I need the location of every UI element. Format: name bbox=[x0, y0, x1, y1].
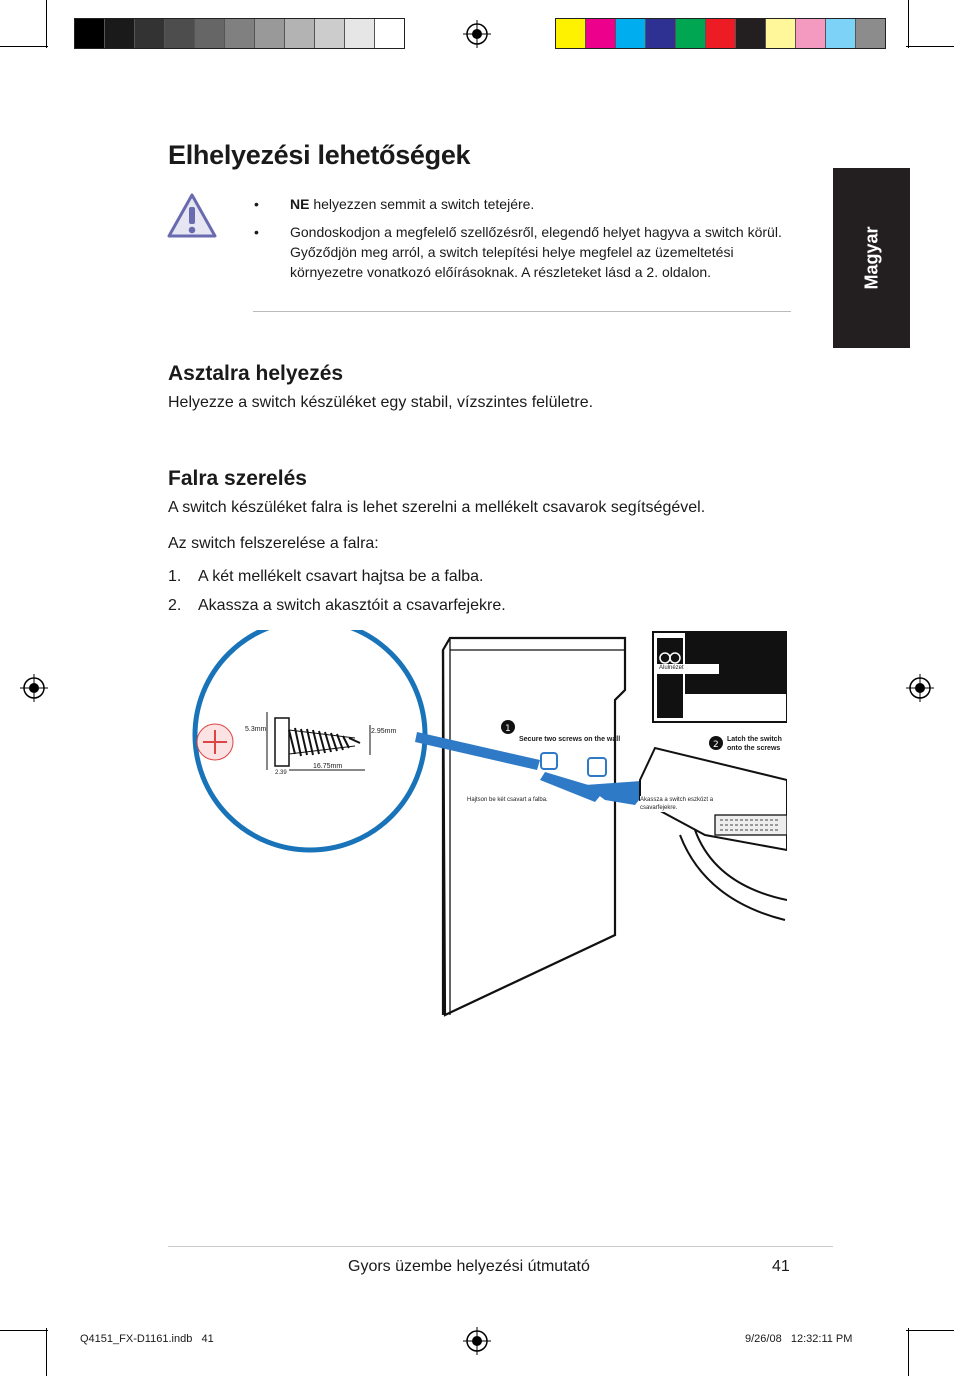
warning-bullet-text: Gondoskodjon a megfelelő szellőzésről, elegendő helyet hagyva a switch körül. Győződjön meg arról, a switch telepítési helye megfelel az üzemeltetési környezetre vonatkozó előírásoknak. A részleteket lásd a 2. oldalon. bbox=[290, 224, 782, 280]
color-swatch bbox=[195, 19, 225, 48]
color-swatch bbox=[616, 19, 646, 48]
color-swatch bbox=[255, 19, 285, 48]
callout-right: Akassza a switch eszközt a csavarfejekre. bbox=[640, 796, 720, 812]
footer-divider bbox=[168, 1246, 833, 1247]
wall-heading: Falra szerelés bbox=[168, 467, 307, 490]
page-number: 41 bbox=[772, 1258, 790, 1275]
color-swatch bbox=[586, 19, 616, 48]
dimension-label: 2.39 bbox=[275, 770, 287, 776]
warning-divider bbox=[253, 311, 791, 312]
color-swatch bbox=[676, 19, 706, 48]
language-side-tab bbox=[833, 168, 910, 348]
process-color-bar bbox=[555, 18, 886, 49]
slug-filename: Q4151_FX-D1161.indb 41 bbox=[80, 1333, 214, 1345]
color-swatch bbox=[225, 19, 255, 48]
crop-mark bbox=[0, 46, 48, 47]
color-swatch bbox=[75, 19, 105, 48]
warning-bullet: • Gondoskodjon a megfelelő szellőzésről, elegendő helyet hagyva a switch körül. Győződjön meg arról, a switch telepítési helye megfelel az üzemeltetési környezetre vonatkozó előírásoknak. A részleteket lásd a 2. oldalon. bbox=[254, 222, 784, 282]
desk-text: Helyezze a switch készüléket egy stabil, vízszintes felületre. bbox=[168, 394, 594, 411]
color-swatch bbox=[706, 19, 736, 48]
wall-step: 1. A két mellékelt csavart hajtsa be a falba. bbox=[168, 568, 484, 585]
color-swatch bbox=[826, 19, 856, 48]
desk-heading: Asztalra helyezés bbox=[168, 362, 344, 385]
registration-mark-icon bbox=[906, 674, 934, 702]
side-tab-label: Magyar bbox=[861, 226, 881, 290]
crop-mark bbox=[906, 1330, 954, 1331]
color-swatch bbox=[315, 19, 345, 48]
color-swatch bbox=[856, 19, 885, 48]
page-title: Elhelyezési lehetőségek bbox=[168, 140, 471, 170]
dimension-label: 16.75mm bbox=[313, 763, 343, 770]
dimension-label: 5.3mm bbox=[245, 726, 267, 733]
crop-mark bbox=[908, 0, 909, 48]
registration-mark-icon bbox=[463, 1327, 491, 1355]
wall-text: A switch készüléket falra is lehet szerelni a mellékelt csavarok segítségével. bbox=[168, 499, 706, 516]
crop-mark bbox=[46, 0, 47, 48]
wall-intro: Az switch felszerelése a falra: bbox=[168, 535, 379, 552]
crop-mark bbox=[0, 1330, 48, 1331]
svg-text:2: 2 bbox=[713, 740, 719, 750]
slug-timestamp: 9/26/08 12:32:11 PM bbox=[745, 1333, 853, 1345]
color-swatch bbox=[285, 19, 315, 48]
step2-illustration-label: onto the screws bbox=[727, 745, 781, 752]
crop-mark bbox=[908, 1328, 909, 1376]
color-swatch bbox=[165, 19, 195, 48]
color-swatch bbox=[135, 19, 165, 48]
footer-guide-title: Gyors üzembe helyezési útmutató bbox=[348, 1258, 590, 1275]
grayscale-color-bar bbox=[74, 18, 405, 49]
color-swatch bbox=[345, 19, 375, 48]
registration-mark-icon bbox=[463, 20, 491, 48]
callout-top: Alulnézet bbox=[659, 665, 684, 671]
step2-illustration-label: Latch the switch bbox=[727, 736, 782, 743]
warning-bullet-text: NE helyezzen semmit a switch tetejére. bbox=[290, 196, 535, 212]
color-swatch bbox=[796, 19, 826, 48]
callout-left: Hajtson be két csavart a falba. bbox=[467, 797, 548, 803]
step1-illustration-label: Secure two screws on the wall bbox=[519, 736, 621, 743]
color-swatch bbox=[646, 19, 676, 48]
dimension-label: 2.95mm bbox=[371, 728, 397, 735]
crop-mark bbox=[906, 46, 954, 47]
svg-text:1: 1 bbox=[505, 724, 511, 734]
warning-triangle-icon bbox=[166, 192, 218, 240]
color-swatch bbox=[375, 19, 404, 48]
color-swatch bbox=[556, 19, 586, 48]
registration-mark-icon bbox=[20, 674, 48, 702]
color-swatch bbox=[766, 19, 796, 48]
wall-step: 2. Akassza a switch akasztóit a csavarfejekre. bbox=[168, 597, 506, 614]
crop-mark bbox=[46, 1328, 47, 1376]
color-swatch bbox=[736, 19, 766, 48]
warning-bullet-list bbox=[254, 194, 784, 282]
wall-mount-illustration bbox=[185, 630, 787, 1020]
warning-bullet: • NE helyezzen semmit a switch tetejére. bbox=[254, 196, 535, 212]
color-swatch bbox=[105, 19, 135, 48]
